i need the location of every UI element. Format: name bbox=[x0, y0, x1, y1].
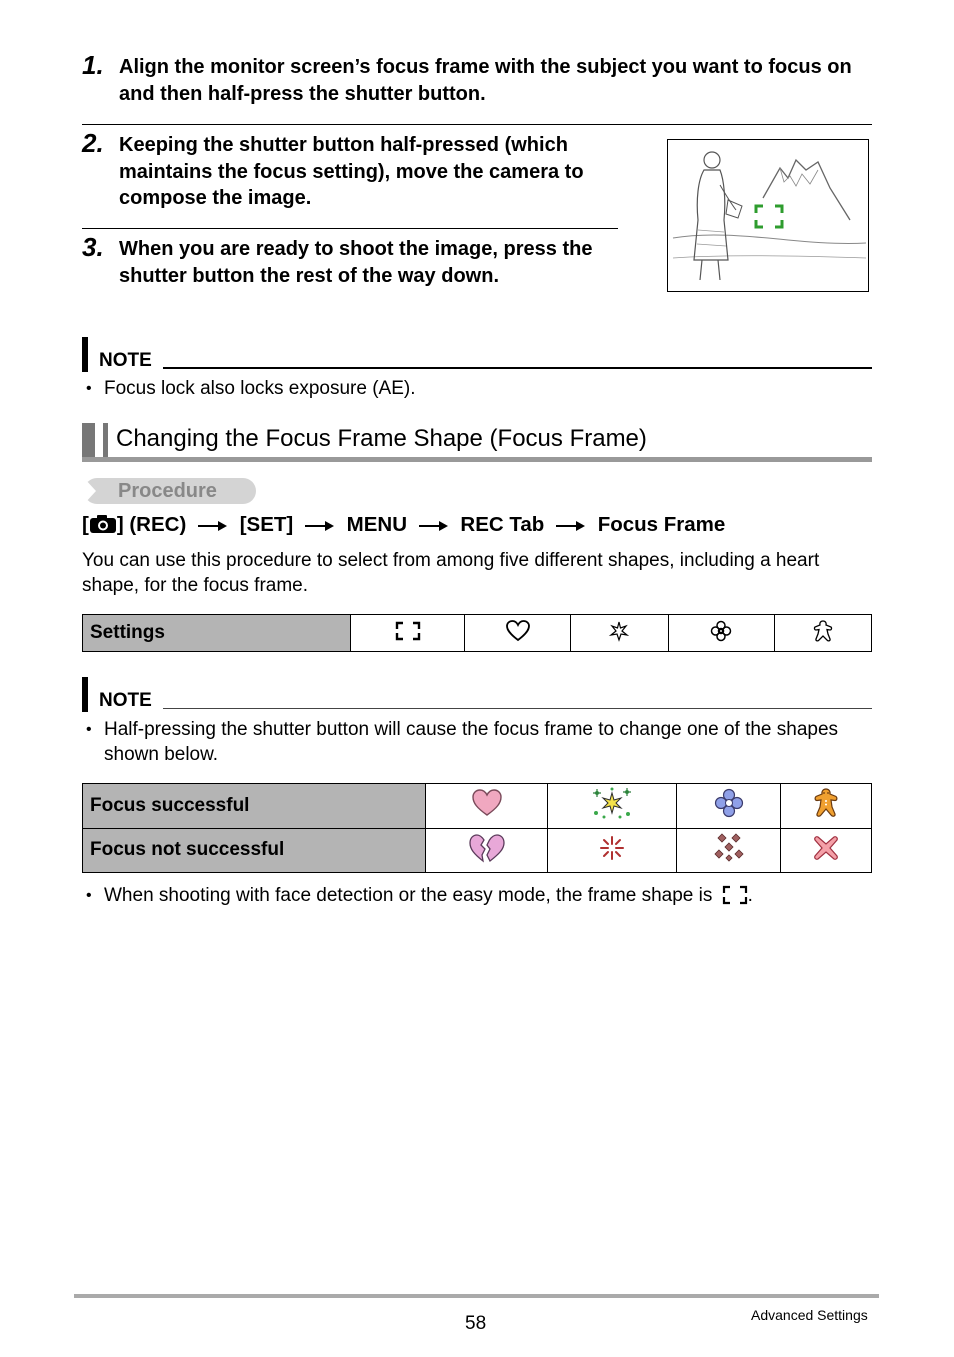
scattered-flower-icon bbox=[677, 828, 781, 873]
note-rule bbox=[163, 367, 872, 369]
burst-red-icon bbox=[548, 828, 677, 873]
flower-outline-icon bbox=[668, 615, 774, 652]
focus-frame-label: Focus Frame bbox=[597, 513, 726, 536]
step-2-text: Keeping the shutter button half-pressed (which maintains the focus setting), move the camera to compose the image. bbox=[119, 134, 584, 209]
flower-blue-icon bbox=[677, 784, 781, 829]
focus-result-table bbox=[82, 783, 872, 873]
note-item: Half-pressing the shutter button will cause the focus frame to change one of the shapes shown below. bbox=[104, 719, 839, 765]
table-row bbox=[83, 828, 872, 873]
rec-label: ] (REC) bbox=[116, 513, 187, 536]
settings-label: Settings bbox=[83, 615, 351, 652]
bullet: • bbox=[86, 887, 92, 904]
sparkle-green-icon bbox=[548, 784, 677, 829]
bracket-frame-icon bbox=[722, 885, 748, 905]
period: . bbox=[747, 885, 753, 906]
row-label: Focus not successful bbox=[83, 828, 426, 873]
procedure-badge-notch bbox=[84, 478, 96, 504]
sparkle-outline-icon bbox=[571, 615, 668, 652]
divider bbox=[82, 228, 618, 229]
bullet: • bbox=[86, 380, 92, 397]
gingerbread-orange-icon bbox=[780, 784, 871, 829]
rec-tab-label: REC Tab bbox=[460, 513, 545, 536]
footer-section-name: Advanced Settings bbox=[751, 1307, 868, 1323]
settings-table bbox=[82, 614, 872, 652]
note-item bbox=[104, 883, 753, 908]
note-footer-text: When shooting with face detection or the easy mode, the frame shape is bbox=[104, 885, 713, 906]
step-3-number: 3. bbox=[82, 232, 104, 262]
arrow-icon bbox=[198, 520, 228, 532]
heart-outline-icon bbox=[465, 615, 571, 652]
note-label: NOTE bbox=[99, 350, 152, 371]
row-label: Focus successful bbox=[83, 784, 426, 829]
divider bbox=[82, 124, 872, 125]
step-1-text: Align the monitor screen’s focus frame with the subject you want to focus on and then half-press the shutter button. bbox=[119, 56, 852, 105]
section-rule bbox=[82, 457, 872, 462]
composition-illustration bbox=[667, 139, 869, 292]
arrow-icon bbox=[305, 520, 335, 532]
procedure-description: You can use this procedure to select from among five different shapes, including a heart shape, for the focus frame. bbox=[82, 550, 820, 596]
camera-icon bbox=[89, 514, 117, 534]
step-2-number: 2. bbox=[82, 128, 104, 158]
note-bar bbox=[82, 677, 88, 712]
x-cross-pink-icon bbox=[780, 828, 871, 873]
step-3-text: When you are ready to shoot the image, press the shutter button the rest of the way down. bbox=[119, 238, 593, 287]
arrow-icon bbox=[419, 520, 449, 532]
note-item: Focus lock also locks exposure (AE). bbox=[104, 378, 416, 399]
procedure-label: Procedure bbox=[118, 480, 217, 502]
note-rule bbox=[163, 708, 872, 709]
bracket-frame-icon bbox=[351, 615, 465, 652]
section-heading-bar bbox=[82, 423, 95, 461]
arrow-icon bbox=[556, 520, 586, 532]
gingerbread-outline-icon bbox=[774, 615, 871, 652]
note-bar bbox=[82, 337, 88, 372]
bracket-open: [ bbox=[82, 513, 89, 536]
menu-label: MENU bbox=[346, 513, 407, 536]
note-label: NOTE bbox=[99, 690, 152, 711]
heart-pink-icon bbox=[426, 784, 548, 829]
section-title: Changing the Focus Frame Shape (Focus Frame) bbox=[116, 425, 647, 452]
step-1-number: 1. bbox=[82, 50, 104, 80]
footer-rule bbox=[74, 1294, 879, 1298]
bullet: • bbox=[86, 721, 92, 738]
page-number: 58 bbox=[465, 1313, 487, 1334]
broken-heart-icon bbox=[426, 828, 548, 873]
section-heading-bar-inner bbox=[103, 423, 108, 461]
table-row bbox=[83, 784, 872, 829]
set-label: [SET] bbox=[239, 513, 294, 536]
procedure-badge bbox=[84, 478, 256, 504]
procedure-path bbox=[82, 513, 725, 537]
